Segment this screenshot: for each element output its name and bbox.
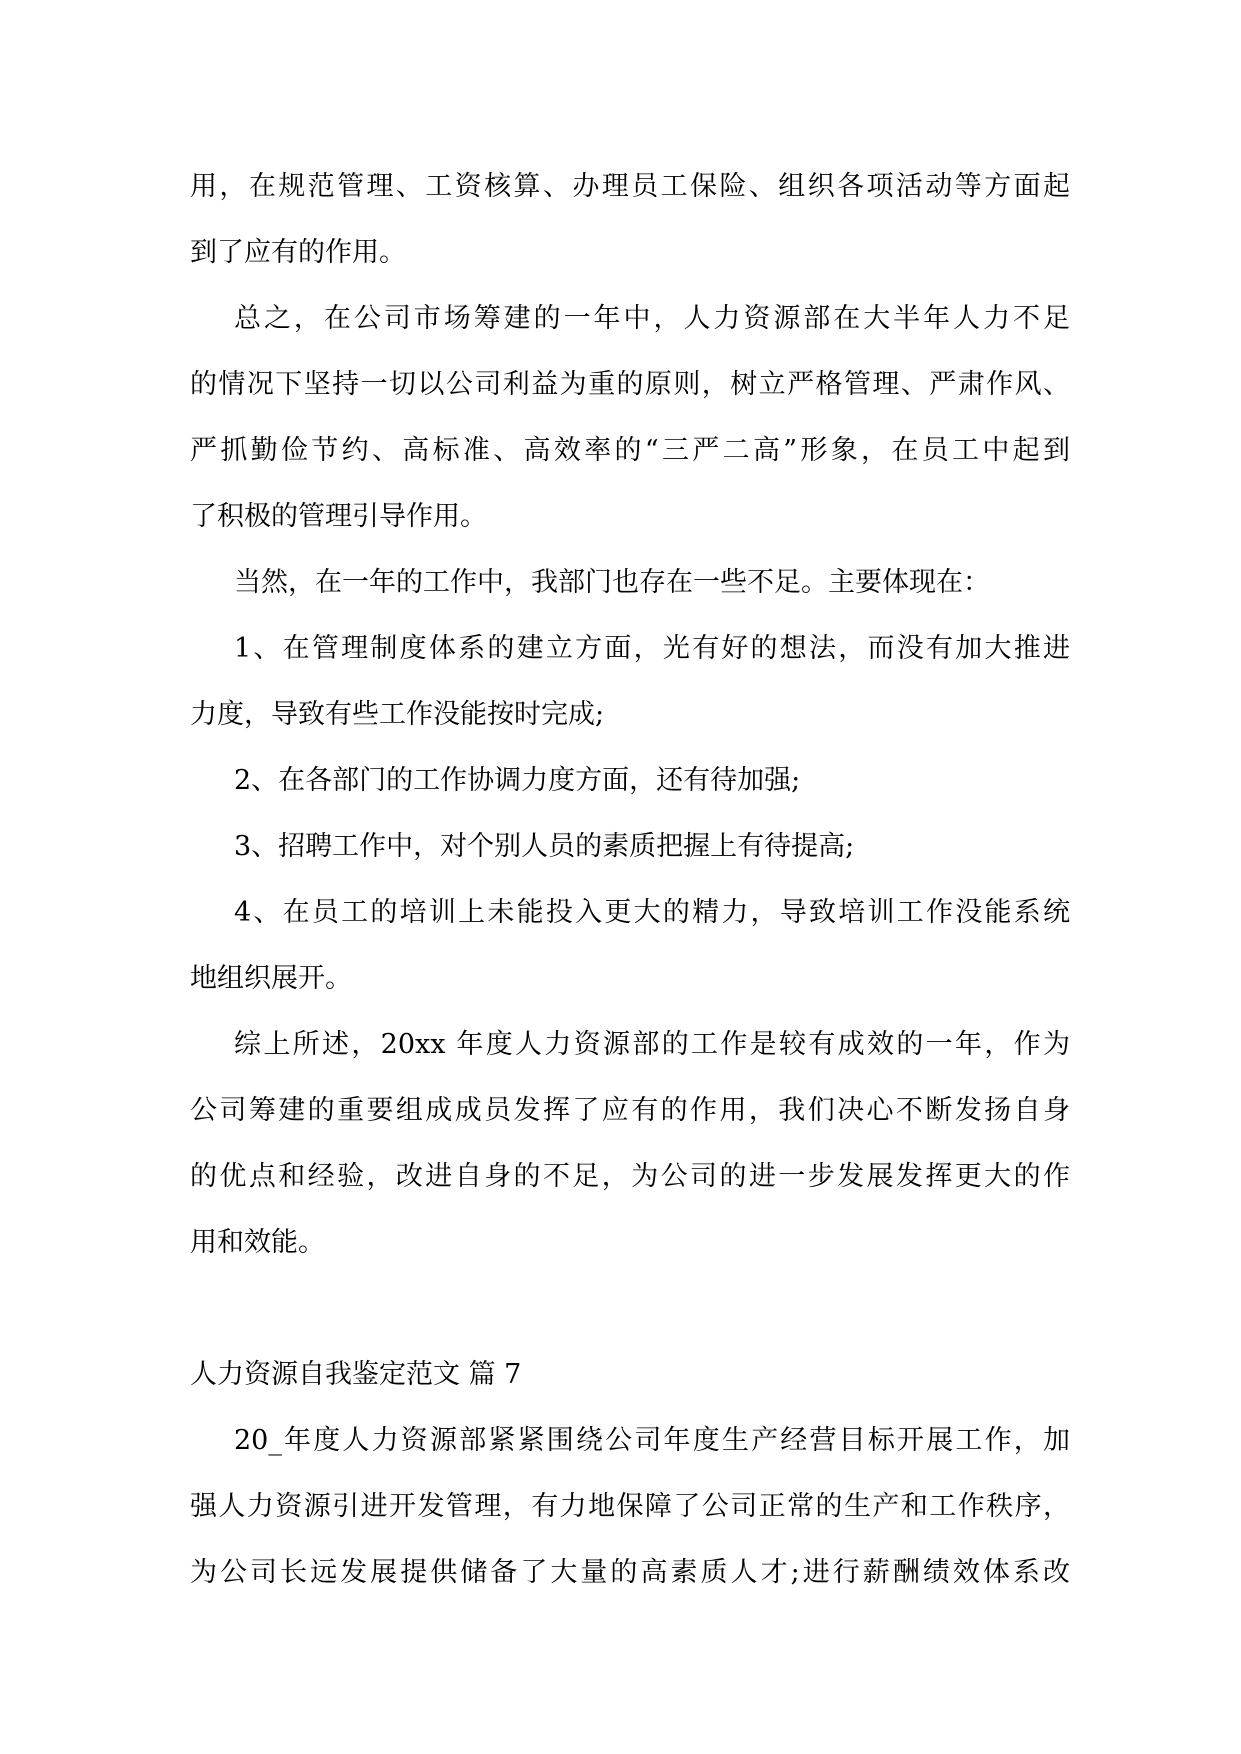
- document-body: [190, 154, 1070, 1606]
- text-line: 严抓勤俭节约、高标准、高效率的“三严二高”形象，在员工中起到: [190, 435, 1070, 466]
- text-line: 当然，在一年的工作中，我部门也存在一些不足。主要体现在：: [234, 567, 990, 598]
- text-line: 用，在规范管理、工资核算、办理员工保险、组织各项活动等方面起: [190, 171, 1070, 202]
- text-line: 力度，导致有些工作没能按时完成;: [190, 699, 605, 730]
- text-line: 为公司长远发展提供储备了大量的高素质人才;进行薪酬绩效体系改: [190, 1557, 1070, 1588]
- text-line: 20_年度人力资源部紧紧围绕公司年度生产经营目标开展工作，加: [234, 1425, 1070, 1456]
- text-line: 的优点和经验，改进自身的不足，为公司的进一步发展发挥更大的作: [190, 1161, 1070, 1192]
- text-line: 强人力资源引进开发管理，有力地保障了公司正常的生产和工作秩序，: [190, 1491, 1070, 1522]
- text-line: 2、在各部门的工作协调力度方面，还有待加强;: [234, 765, 801, 796]
- section-spacer: [190, 1276, 1070, 1342]
- text-line: 了积极的管理引导作用。: [190, 501, 487, 532]
- text-line: 到了应有的作用。: [190, 237, 406, 268]
- text-line: 地组织展开。: [190, 963, 352, 994]
- text-line: 总之，在公司市场筹建的一年中，人力资源部在大半年人力不足: [234, 303, 1070, 334]
- text-line: 的情况下坚持一切以公司利益为重的原则，树立严格管理、严肃作风、: [190, 369, 1070, 400]
- text-line: 用和效能。: [190, 1227, 325, 1258]
- text-line: 公司筹建的重要组成成员发挥了应有的作用，我们决心不断发扬自身: [190, 1095, 1070, 1126]
- section-heading: 人力资源自我鉴定范文 篇 7: [190, 1359, 522, 1390]
- text-line: 3、招聘工作中，对个别人员的素质把握上有待提高;: [234, 831, 855, 862]
- text-line: 4、在员工的培训上未能投入更大的精力，导致培训工作没能系统: [234, 897, 1070, 928]
- text-line: 1、在管理制度体系的建立方面，光有好的想法，而没有加大推进: [234, 633, 1070, 664]
- text-line: 综上所述，20xx 年度人力资源部的工作是较有成效的一年，作为: [234, 1029, 1070, 1060]
